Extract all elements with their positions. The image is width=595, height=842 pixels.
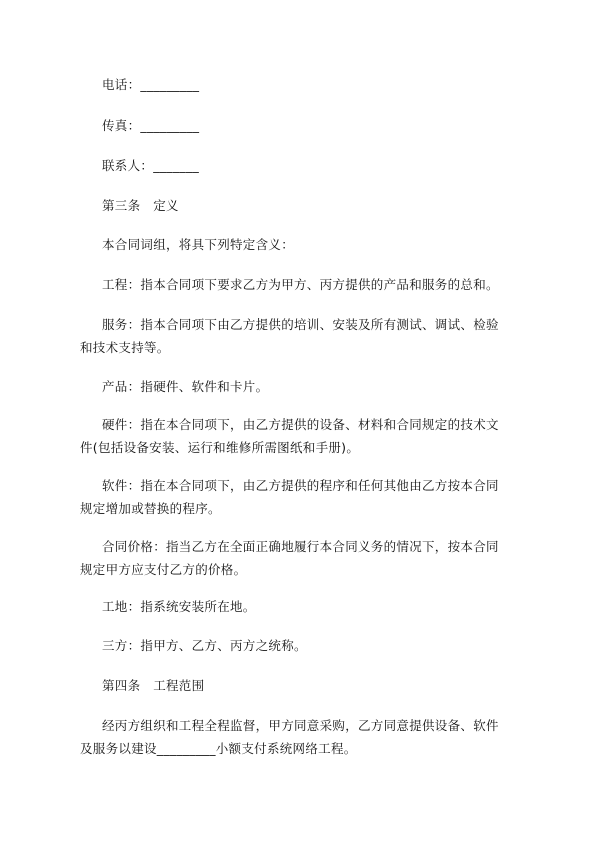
article-3-heading: 第三条 定义 [102,198,179,213]
definition-contract-price: 合同价格：指当乙方在全面正确地履行本合同义务的情况下，按本合同规定甲方应支付乙方的价格。 [80,539,499,577]
definition-product: 产品：指硬件、软件和卡片。 [102,379,269,394]
definitions-intro: 本合同词组，将具下列特定含义： [102,237,295,252]
fax-line: 传真：_________ [102,118,200,133]
definition-service: 服务：指本合同项下由乙方提供的培训、安装及所有测试、调试、检验和技术支持等。 [80,317,499,355]
definition-project: 工程：指本合同项下要求乙方为甲方、丙方提供的产品和服务的总和。 [102,277,499,292]
phone-line: 电话：_________ [102,77,200,92]
definition-software: 软件：指在本合同项下，由乙方提供的程序和任何其他由乙方按本合同规定增加或替换的程序。 [80,478,499,516]
contact-person-line: 联系人：_______ [102,158,200,173]
definition-site: 工地：指系统安装所在地。 [102,599,256,614]
definition-hardware: 硬件：指在本合同项下，由乙方提供的设备、材料和合同规定的技术文件(包括设备安装、运行和维修所需图纸和手册)。 [80,417,499,455]
definition-three-parties: 三方：指甲方、乙方、丙方之统称。 [102,638,307,653]
scope-paragraph: 经丙方组织和工程全程监督，甲方同意采购，乙方同意提供设备、软件及服务以建设_________小额支付系统网络工程。 [80,718,499,756]
article-4-heading: 第四条 工程范围 [102,678,205,693]
